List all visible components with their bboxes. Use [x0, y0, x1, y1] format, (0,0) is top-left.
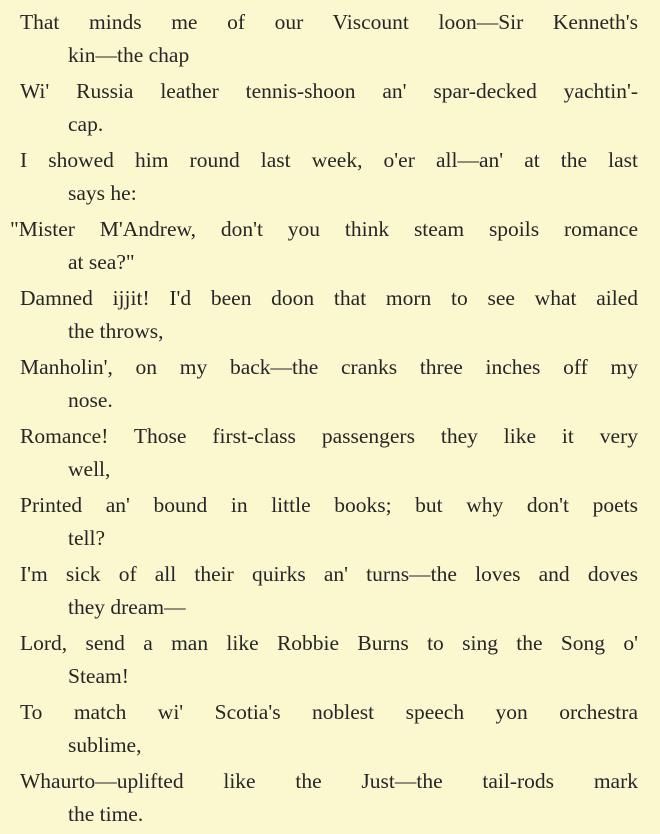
verse-line-1 [20, 6, 638, 71]
verse-line-continuation: cap. [68, 111, 104, 136]
verse-line-5 [20, 282, 638, 347]
verse-line-7 [20, 420, 638, 485]
verse-line-9 [20, 558, 638, 623]
verse-line-text: "Mister M'Andrew, don't you think steam spoils romance [10, 217, 638, 241]
verse-line-text: Romance! Those first-class passengers they like it very [20, 424, 638, 448]
verse-line-12 [20, 765, 638, 830]
verse-line-text: Damned ijjit! I'd been doon that morn to see what ailed [20, 286, 638, 310]
verse-line-continuation: the throws, [68, 318, 164, 343]
verse-line-4 [10, 213, 638, 278]
verse-line-3 [20, 144, 638, 209]
verse-line-6 [20, 351, 638, 416]
verse-line-continuation: kin—the chap [68, 42, 190, 67]
verse-line-continuation: at sea?" [68, 249, 135, 274]
verse-line-continuation: well, [68, 456, 111, 481]
verse-line-continuation: they dream— [68, 594, 186, 619]
verse-line-10 [20, 627, 638, 692]
verse-line-text: Manholin', on my back—the cranks three inches off my [20, 355, 638, 379]
verse-line-text: Printed an' bound in little books; but why don't poets [20, 493, 638, 517]
verse-line-text: I'm sick of all their quirks an' turns—the loves and doves [20, 562, 638, 586]
verse-line-text: To match wi' Scotia's noblest speech yon orchestra [20, 700, 638, 724]
verse-line-text: That minds me of our Viscount loon—Sir Kenneth's [20, 10, 638, 34]
verse-line-continuation: sublime, [68, 732, 142, 757]
verse-line-continuation: nose. [68, 387, 113, 412]
verse-line-text: Wi' Russia leather tennis-shoon an' spar-decked yachtin'- [20, 79, 638, 103]
verse-line-text: Whaurto—uplifted like the Just—the tail-rods mark [20, 769, 638, 793]
verse-line-text: Lord, send a man like Robbie Burns to sing the Song o' [20, 631, 638, 655]
verse-line-8 [20, 489, 638, 554]
verse-line-continuation: says he: [68, 180, 137, 205]
verse-line-continuation: tell? [68, 525, 106, 550]
verse-line-2 [20, 75, 638, 140]
verse-line-11 [20, 696, 638, 761]
verse-line-continuation: Steam! [68, 663, 129, 688]
verse-line-text: I showed him round last week, o'er all—an' at the last [20, 148, 638, 172]
verse-line-continuation: the time. [68, 801, 144, 826]
poem-verse [10, 6, 638, 834]
